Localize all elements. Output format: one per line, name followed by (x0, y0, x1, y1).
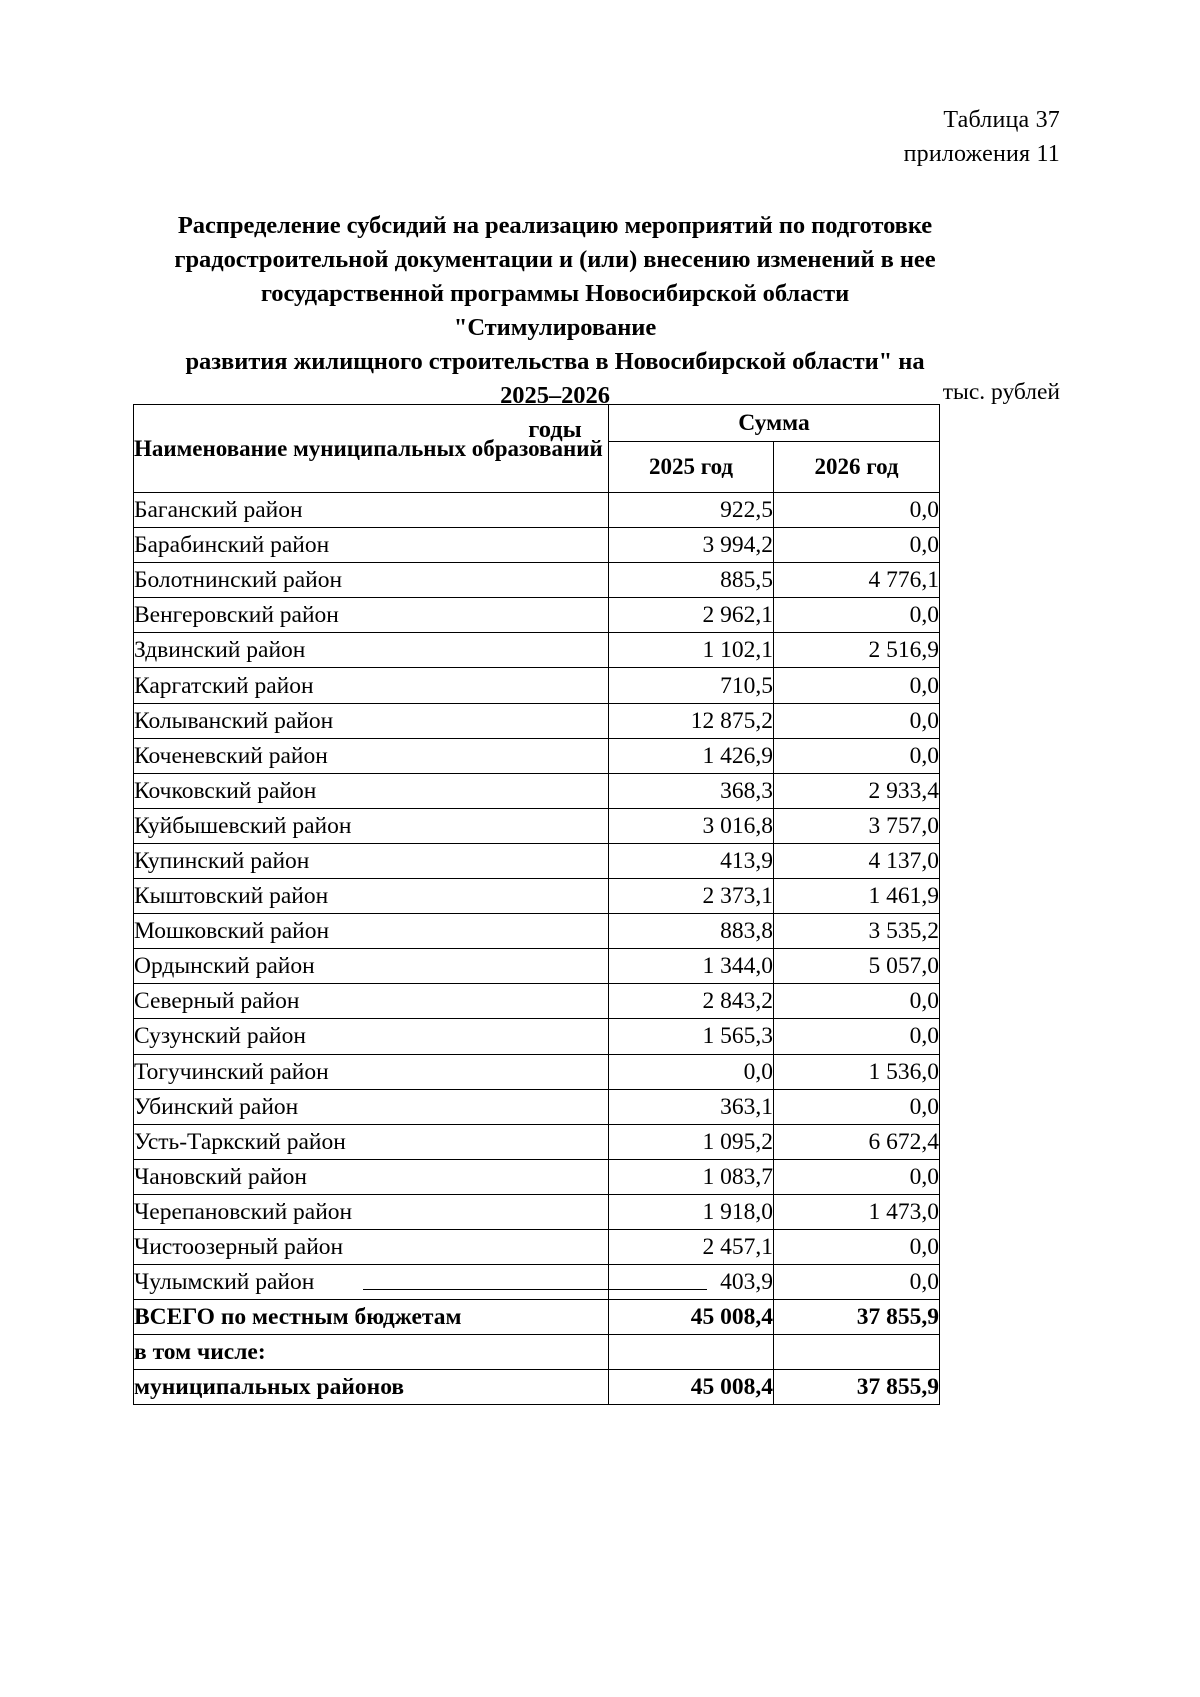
value-cell-2026: 0,0 (774, 1229, 940, 1264)
value-cell-2026: 1 473,0 (774, 1194, 940, 1229)
municipality-name-cell: Кочковский район (134, 773, 609, 808)
title-line-5: годы (528, 416, 582, 444)
value-cell-2025: 3 016,8 (609, 808, 774, 843)
table-row (134, 1159, 940, 1194)
value-cell-2025: 2 457,1 (609, 1229, 774, 1264)
municipality-name-cell: Северный район (134, 984, 609, 1019)
value-cell-2025: 922,5 (609, 493, 774, 528)
value-cell-2026: 0,0 (774, 703, 940, 738)
table-row (134, 914, 940, 949)
value-cell-2026: 4 137,0 (774, 843, 940, 878)
table-row (134, 528, 940, 563)
table-row (134, 773, 940, 808)
value-cell-2026: 1 536,0 (774, 1054, 940, 1089)
table-row (134, 984, 940, 1019)
title-line-3: государственной программы Новосибирской области "Стимулирование (260, 280, 850, 342)
table-row (134, 1124, 940, 1159)
value-cell-2025: 1 344,0 (609, 949, 774, 984)
subsidy-table (133, 404, 940, 1405)
table-row (134, 843, 940, 878)
table-row (134, 563, 940, 598)
value-cell-2026: 0,0 (774, 1265, 940, 1300)
value-cell-2026: 0,0 (774, 1089, 940, 1124)
municipality-name-cell: Убинский район (134, 1089, 609, 1124)
column-header-municipality: Наименование муниципальных образований (134, 405, 609, 493)
value-cell-2026: 37 855,9 (774, 1300, 940, 1335)
municipality-name-cell: Черепановский район (134, 1194, 609, 1229)
subsidy-table-container (133, 404, 939, 1405)
value-cell-2025: 45 008,4 (609, 1370, 774, 1405)
table-row (134, 1054, 940, 1089)
municipality-name-cell: муниципальных районов (134, 1370, 609, 1405)
table-row (134, 493, 940, 528)
table-row (134, 949, 940, 984)
table-row (134, 738, 940, 773)
municipality-name-cell: Сузунский район (134, 1019, 609, 1054)
value-cell-2026: 2 516,9 (774, 633, 940, 668)
table-row (134, 1019, 940, 1054)
value-cell-2026: 0,0 (774, 1019, 940, 1054)
table-row (134, 879, 940, 914)
value-cell-2026: 0,0 (774, 1159, 940, 1194)
value-cell-2025: 403,9 (609, 1265, 774, 1300)
value-cell-2026: 37 855,9 (774, 1370, 940, 1405)
table-body (134, 493, 940, 1405)
value-cell-2026: 5 057,0 (774, 949, 940, 984)
value-cell-2026: 0,0 (774, 598, 940, 633)
municipality-name-cell: Мошковский район (134, 914, 609, 949)
municipality-name-cell: Купинский район (134, 843, 609, 878)
municipality-name-cell: Усть-Таркский район (134, 1124, 609, 1159)
value-cell-2025: 1 095,2 (609, 1124, 774, 1159)
municipality-name-cell: Тогучинский район (134, 1054, 609, 1089)
municipality-name-cell: Баганский район (134, 493, 609, 528)
municipality-name-cell: в том числе: (134, 1335, 609, 1370)
municipality-name-cell: Ордынский район (134, 949, 609, 984)
table-row (134, 1229, 940, 1264)
title-line-4: развития жилищного строительства в Новосибирской области" на 2025–2026 (185, 348, 925, 410)
municipality-name-cell: Чановский район (134, 1159, 609, 1194)
value-cell-2025: 2 843,2 (609, 984, 774, 1019)
value-cell-2025: 45 008,4 (609, 1300, 774, 1335)
value-cell-2026: 0,0 (774, 493, 940, 528)
column-header-year-2025: 2025 год (609, 442, 774, 493)
municipality-name-cell: Здвинский район (134, 633, 609, 668)
value-cell-2025: 3 994,2 (609, 528, 774, 563)
municipality-name-cell: Коченевский район (134, 738, 609, 773)
title-line-2: градостроительной документации и (или) внесению изменений в нее (174, 246, 936, 274)
municipality-name-cell: Колыванский район (134, 703, 609, 738)
table-row (134, 1089, 940, 1124)
table-row (134, 1335, 940, 1370)
table-row (134, 633, 940, 668)
value-cell-2026: 0,0 (774, 528, 940, 563)
table-row (134, 703, 940, 738)
municipality-name-cell: Куйбышевский район (134, 808, 609, 843)
value-cell-2025: 0,0 (609, 1054, 774, 1089)
municipality-name-cell: Каргатский район (134, 668, 609, 703)
document-reference (904, 103, 1060, 171)
value-cell-2026: 0,0 (774, 984, 940, 1019)
column-header-year-2026: 2026 год (774, 442, 940, 493)
municipality-name-cell: Барабинский район (134, 528, 609, 563)
municipality-name-cell: ВСЕГО по местным бюджетам (134, 1300, 609, 1335)
table-row (134, 1194, 940, 1229)
municipality-name-cell: Венгеровский район (134, 598, 609, 633)
value-cell-2025: 2 962,1 (609, 598, 774, 633)
units-label: тыс. рублей (942, 379, 1060, 405)
footnote-separator (363, 1289, 707, 1290)
municipality-name-cell: Чистоозерный район (134, 1229, 609, 1264)
municipality-name-cell: Кыштовский район (134, 879, 609, 914)
value-cell-2025: 710,5 (609, 668, 774, 703)
value-cell-2025: 2 373,1 (609, 879, 774, 914)
table-row (134, 1265, 940, 1300)
value-cell-2025: 1 102,1 (609, 633, 774, 668)
table-row (134, 1300, 940, 1335)
table-row (134, 598, 940, 633)
value-cell-2026: 0,0 (774, 668, 940, 703)
value-cell-2026: 1 461,9 (774, 879, 940, 914)
table-row (134, 668, 940, 703)
value-cell-2025: 885,5 (609, 563, 774, 598)
municipality-name-cell: Чулымский район (134, 1265, 609, 1300)
value-cell-2026: 4 776,1 (774, 563, 940, 598)
value-cell-2026 (774, 1335, 940, 1370)
table-row (134, 808, 940, 843)
value-cell-2025: 1 426,9 (609, 738, 774, 773)
value-cell-2025: 368,3 (609, 773, 774, 808)
value-cell-2025: 12 875,2 (609, 703, 774, 738)
value-cell-2026: 6 672,4 (774, 1124, 940, 1159)
appendix-number: приложения 11 (903, 141, 1060, 167)
value-cell-2025: 1 565,3 (609, 1019, 774, 1054)
table-number: Таблица 37 (943, 107, 1060, 133)
value-cell-2026: 3 757,0 (774, 808, 940, 843)
title-line-1: Распределение субсидий на реализацию мероприятий по подготовке (177, 212, 933, 240)
table-head (134, 405, 940, 493)
municipality-name-cell: Болотнинский район (134, 563, 609, 598)
table-row (134, 1370, 940, 1405)
table-header-row-group (134, 405, 940, 442)
value-cell-2025: 363,1 (609, 1089, 774, 1124)
value-cell-2026: 3 535,2 (774, 914, 940, 949)
value-cell-2025: 413,9 (609, 843, 774, 878)
value-cell-2026: 2 933,4 (774, 773, 940, 808)
column-header-sum: Сумма (609, 405, 940, 442)
value-cell-2025: 1 083,7 (609, 1159, 774, 1194)
value-cell-2026: 0,0 (774, 738, 940, 773)
value-cell-2025: 1 918,0 (609, 1194, 774, 1229)
value-cell-2025: 883,8 (609, 914, 774, 949)
value-cell-2025 (609, 1335, 774, 1370)
